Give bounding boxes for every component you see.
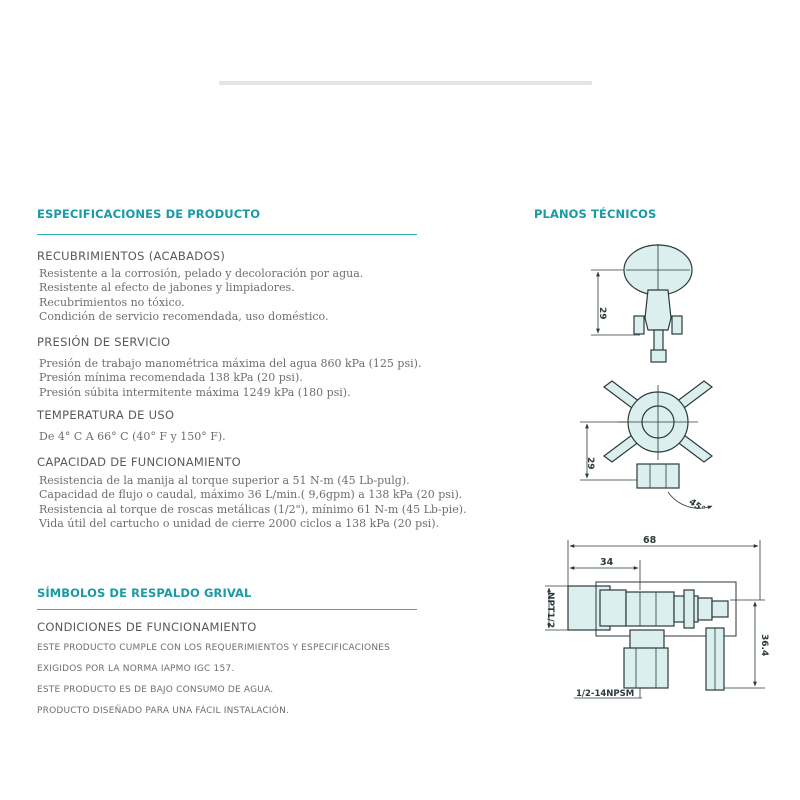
spec-line: Capacidad de flujo o caudal, máximo 36 L/min.( 9,6gpm) a 138 kPa (20 psi). bbox=[39, 488, 463, 502]
dim-label: 34 bbox=[600, 557, 614, 568]
section-title-capacity: CAPACIDAD DE FUNCIONAMIENTO bbox=[37, 455, 241, 469]
specs-heading: ESPECIFICACIONES DE PRODUCTO bbox=[37, 207, 261, 221]
symbols-heading: SÍMBOLOS DE RESPALDO GRIVAL bbox=[37, 586, 252, 600]
spec-line: Presión de trabajo manométrica máxima del agua 860 kPa (125 psi). bbox=[39, 357, 422, 370]
spec-line: Resistencia al torque de roscas metálicas (1/2"), mínimo 61 N-m (45 Lb-pie). bbox=[39, 502, 467, 516]
dim-label: 29 bbox=[597, 307, 607, 320]
spec-line: Resistente a la corrosión, pelado y decoloración por agua. bbox=[39, 267, 364, 280]
spec-line: De 4° C A 66° C (40° F y 150° F). bbox=[39, 430, 226, 443]
symbol-line: ESTE PRODUCTO CUMPLE CON LOS REQUERIMIENTOS Y ESPECIFICACIONES bbox=[37, 643, 391, 653]
section-title-temperature: TEMPERATURA DE USO bbox=[37, 408, 175, 422]
dim-label: 45° bbox=[686, 497, 707, 516]
dim-label: 29 bbox=[585, 457, 595, 470]
section-title-pressure: PRESIÓN DE SERVICIO bbox=[37, 335, 171, 349]
dim-label: 1/2-14NPSM bbox=[576, 689, 635, 699]
spec-line: Presión mínima recomendada 138 kPa (20 psi). bbox=[39, 371, 303, 385]
drawing-valve-section bbox=[545, 540, 765, 698]
drawings-heading: PLANOS TÉCNICOS bbox=[534, 207, 657, 221]
symbol-line: PRODUCTO DISEÑADO PARA UNA FÁCIL INSTALACIÓN. bbox=[37, 706, 290, 716]
drawing-handle-side bbox=[591, 244, 692, 362]
symbol-line: EXIGIDOS POR LA NORMA IAPMO IGC 157. bbox=[37, 664, 235, 674]
spec-line: Recubrimientos no tóxico. bbox=[39, 295, 185, 309]
dim-label: NPT1/2 bbox=[545, 592, 555, 629]
spec-line: Vida útil del cartucho o unidad de cierre 2000 ciclos a 138 kPa (20 psi). bbox=[39, 517, 440, 531]
dim-label: 68 bbox=[643, 535, 657, 546]
spec-line: Presión súbita intermitente máxima 1249 kPa (180 psi). bbox=[39, 385, 351, 399]
drawing-handle-cross bbox=[580, 381, 712, 508]
dim-label: 36.4 bbox=[759, 634, 769, 657]
symbols-subtitle: CONDICIONES DE FUNCIONAMIENTO bbox=[37, 620, 257, 634]
spec-line: Resistente al efecto de jabones y limpiadores. bbox=[39, 281, 295, 295]
section-title-coatings: RECUBRIMIENTOS (ACABADOS) bbox=[37, 249, 226, 263]
spec-line: Condición de servicio recomendada, uso doméstico. bbox=[39, 310, 329, 324]
spec-line: Resistencia de la manija al torque superior a 51 N-m (45 Lb-pulg). bbox=[39, 474, 410, 487]
symbol-line: ESTE PRODUCTO ES DE BAJO CONSUMO DE AGUA. bbox=[37, 685, 274, 695]
